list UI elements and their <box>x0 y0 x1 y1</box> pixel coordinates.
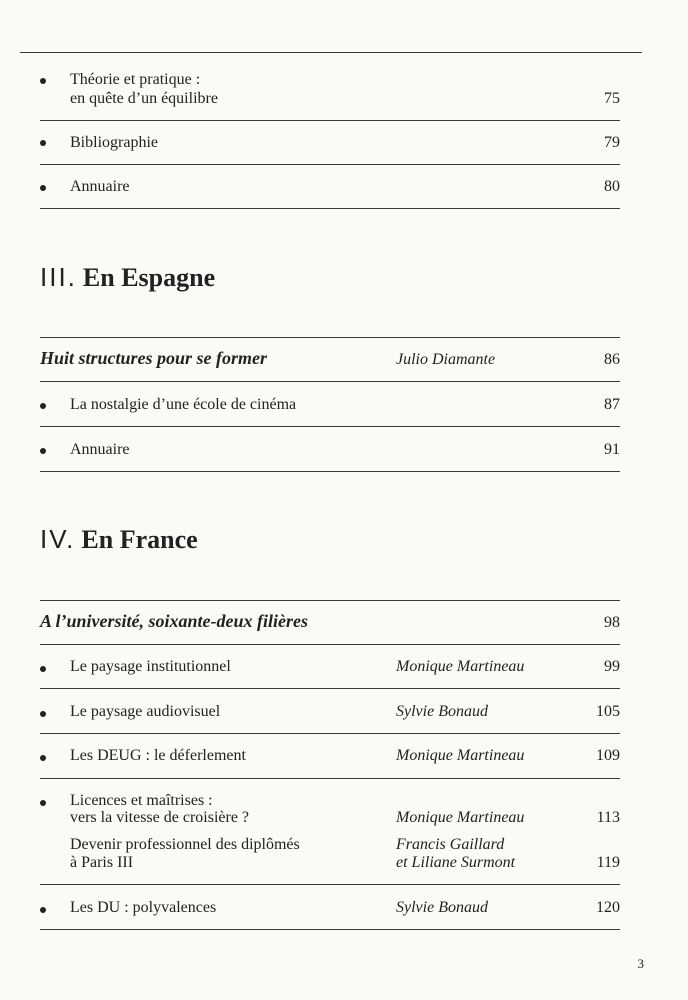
bullet-icon <box>40 711 48 719</box>
page-number: 3 <box>637 956 644 971</box>
author-name: Sylvie Bonaud <box>396 899 488 916</box>
row-rule <box>40 600 620 601</box>
toc-entry-title-line1: Licences et maîtrises : <box>70 792 213 809</box>
bullet-icon <box>40 800 48 808</box>
bullet-icon <box>40 403 48 411</box>
row-rule <box>40 884 620 885</box>
row-rule <box>40 929 620 930</box>
toc-entry-page: 119 <box>596 854 620 871</box>
toc-entry-page: 109 <box>596 747 620 764</box>
row-rule <box>40 733 620 734</box>
toc-entry-page: 105 <box>596 703 620 720</box>
bullet-icon <box>40 755 48 763</box>
row-rule <box>40 471 620 472</box>
row-rule <box>40 337 620 338</box>
section-numeral: III. <box>40 262 77 292</box>
row-rule <box>40 120 620 121</box>
bullet-icon <box>40 666 48 674</box>
toc-entry-page: 75 <box>604 90 620 107</box>
row-rule <box>40 644 620 645</box>
toc-entry-title-line2: à Paris III <box>70 854 134 871</box>
section-numeral: IV. <box>40 524 76 554</box>
author-name: Monique Martineau <box>396 658 525 675</box>
toc-entry-title-line1: Théorie et pratique : <box>70 71 201 88</box>
toc-entry-page: 120 <box>596 899 620 916</box>
major-article-title: A l’université, soixante-deux filières <box>40 611 308 631</box>
toc-entry-page: 91 <box>604 441 620 458</box>
toc-entry-title: Le paysage audiovisuel <box>70 703 221 720</box>
header-rule <box>20 52 642 53</box>
toc-entry-title-line2: en quête d’un équilibre <box>70 90 218 107</box>
author-name: Monique Martineau <box>396 809 525 826</box>
bullet-icon <box>40 907 48 915</box>
toc-entry-page: 113 <box>596 809 620 826</box>
row-rule <box>40 688 620 689</box>
toc-entry-title-line1: Devenir professionnel des diplômés <box>70 836 300 853</box>
toc-entry-title-line2: vers la vitesse de croisière ? <box>70 809 250 826</box>
author-name: Sylvie Bonaud <box>396 703 488 720</box>
bullet-icon <box>40 448 48 456</box>
toc-entry-page: 80 <box>604 178 620 195</box>
major-article-title: Huit structures pour se former <box>40 348 268 368</box>
row-rule <box>40 426 620 427</box>
toc-entry-title: Les DU : polyvalences <box>70 899 217 916</box>
author-name: Monique Martineau <box>396 747 525 764</box>
author-name-line2: et Liliane Surmont <box>396 854 516 871</box>
toc-entry-page: 99 <box>604 658 620 675</box>
row-rule <box>40 164 620 165</box>
section-heading-espagne <box>40 262 215 293</box>
toc-entry-title: Le paysage institutionnel <box>70 658 231 675</box>
row-rule <box>40 778 620 779</box>
toc-entry-page: 86 <box>604 351 620 368</box>
author-name-line1: Francis Gaillard <box>396 836 505 853</box>
section-title: En France <box>81 525 198 554</box>
toc-entry-title: Annuaire <box>70 178 130 195</box>
bullet-icon <box>40 140 48 148</box>
toc-entry-page: 87 <box>604 396 620 413</box>
toc-entry-title: La nostalgie d’une école de cinéma <box>70 396 297 413</box>
toc-entry-page: 98 <box>604 614 620 631</box>
section-heading-france <box>40 524 198 555</box>
author-name: Julio Diamante <box>396 351 496 368</box>
bullet-icon <box>40 78 48 86</box>
section-title: En Espagne <box>82 263 216 292</box>
toc-entry-title: Annuaire <box>70 441 130 458</box>
bullet-icon <box>40 185 48 193</box>
toc-entry-title: Les DEUG : le déferlement <box>70 747 246 764</box>
toc-entry-page: 79 <box>604 134 620 151</box>
toc-entry-title: Bibliographie <box>70 134 158 151</box>
row-rule <box>40 208 620 209</box>
row-rule <box>40 381 620 382</box>
